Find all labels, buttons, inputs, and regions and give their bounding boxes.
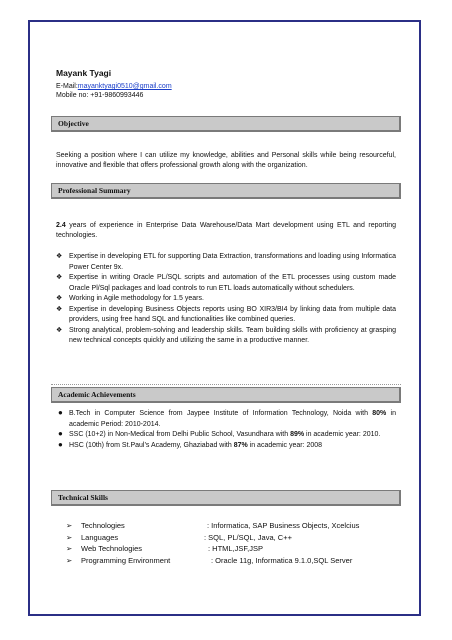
skills-heading: Technical Skills bbox=[51, 490, 401, 506]
skill-row bbox=[66, 555, 396, 567]
arrow-bullet-icon: ➢ bbox=[66, 521, 73, 530]
email-line bbox=[56, 82, 172, 91]
skill-value: : Informatica, SAP Business Objects, Xcelcius bbox=[207, 521, 360, 530]
skills-list bbox=[66, 520, 396, 566]
list-item bbox=[56, 252, 396, 273]
skill-key: Programming Environment bbox=[81, 555, 171, 565]
list-item bbox=[56, 305, 396, 326]
skill-row bbox=[66, 520, 396, 532]
email-link[interactable]: mayanktyagi0510@gmail.com bbox=[77, 83, 172, 90]
summary-intro-text: years of experience in Enterprise Data Warehouse/Data Mart development using ETL and reporting technologies. bbox=[56, 222, 396, 239]
mobile-line: Mobile no: +91-9860993446 bbox=[56, 92, 144, 99]
candidate-name: Mayank Tyagi bbox=[56, 68, 112, 78]
list-item-text: HSC (10th) from St.Paul’s Academy, Ghaziabad with bbox=[69, 441, 234, 449]
list-item-text: in academic year: 2008 bbox=[247, 441, 323, 449]
email-label: E-Mail: bbox=[56, 83, 78, 90]
list-item bbox=[56, 441, 396, 452]
arrow-bullet-icon: ➢ bbox=[66, 555, 73, 565]
diamond-bullet-icon: ❖ bbox=[56, 295, 63, 302]
experience-years: 2.4 bbox=[56, 222, 66, 229]
list-item-text: in academic year: 2010. bbox=[304, 431, 381, 438]
list-item bbox=[56, 430, 396, 441]
list-item-text: B.Tech in Computer Science from Jaypee Institute of Information Technology, Noida with bbox=[69, 410, 373, 417]
list-item bbox=[56, 273, 396, 294]
summary-heading: Professional Summary bbox=[51, 183, 401, 199]
diamond-bullet-icon: ❖ bbox=[56, 253, 63, 260]
arrow-bullet-icon: ➢ bbox=[66, 532, 73, 542]
academics-heading: Academic Achievements bbox=[51, 387, 401, 403]
skill-value: : Oracle 11g, Informatica 9.1.0,SQL Server bbox=[211, 555, 353, 565]
objective-text: Seeking a position where I can utilize my knowledge, abilities and Personal skills while being resourceful, innovative and flexible that offers professional growth along with the organization. bbox=[56, 152, 396, 169]
score: 87% bbox=[233, 441, 248, 449]
list-item-text: SSC (10+2) in Non-Medical from Delhi Public School, Vasundhara with bbox=[69, 431, 291, 438]
diamond-bullet-icon: ❖ bbox=[56, 305, 63, 313]
list-item-text: Expertise in writing Oracle PL/SQL scripts and automation of the ETL processes using custom made Oracle Pl/Sql packages and load controls to run ETL loads automatically without schedulers. bbox=[69, 274, 396, 292]
divider bbox=[51, 384, 401, 385]
skill-value: : HTML,JSF,JSP bbox=[208, 544, 264, 553]
list-item bbox=[56, 326, 396, 347]
summary-intro bbox=[56, 221, 396, 241]
dot-bullet-icon: ● bbox=[58, 408, 63, 417]
list-item-text: Working in Agile methodology for 1.5 years. bbox=[69, 295, 204, 302]
academics-list bbox=[56, 409, 396, 451]
dot-bullet-icon: ● bbox=[58, 439, 63, 449]
summary-list bbox=[56, 252, 396, 347]
objective-heading: Objective bbox=[51, 116, 401, 132]
skill-key: Languages bbox=[81, 532, 119, 542]
list-item-text: Strong analytical, problem-solving and leadership skills. Team building skills with proficiency at grasping new technical concepts quickly and utilizing the same in a productive manner. bbox=[69, 326, 396, 344]
score: 89% bbox=[290, 431, 305, 438]
diamond-bullet-icon: ❖ bbox=[56, 326, 63, 334]
dot-bullet-icon: ● bbox=[58, 429, 63, 438]
score: 80% bbox=[372, 410, 387, 417]
skill-row bbox=[66, 543, 396, 555]
arrow-bullet-icon: ➢ bbox=[66, 544, 73, 553]
list-item-text: in academic Period: 2010-2014. bbox=[69, 410, 396, 428]
list-item-text: Expertise in developing Business Objects reports using BO XIR3/BI4 by linking data from multiple data providers, using free hand SQL and functionalities like combined queries. bbox=[69, 305, 396, 323]
skill-key: Web Technologies bbox=[81, 544, 143, 553]
list-item bbox=[56, 294, 396, 305]
skill-value: : SQL, PL/SQL, Java, C++ bbox=[204, 532, 292, 542]
skill-key: Technologies bbox=[81, 521, 125, 530]
list-item bbox=[56, 409, 396, 430]
list-item-text: Expertise in developing ETL for supporting Data Extraction, transformations and loading using Informatica Power Center 9x. bbox=[69, 253, 396, 271]
diamond-bullet-icon: ❖ bbox=[56, 274, 63, 281]
skill-row bbox=[66, 532, 396, 544]
